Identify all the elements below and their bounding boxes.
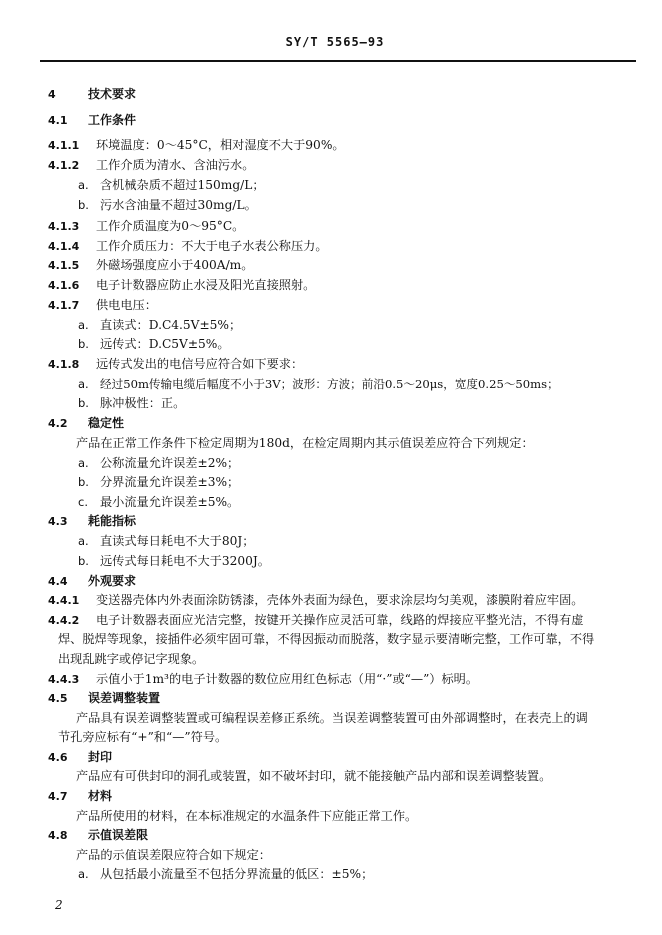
clause-4-4-2-cont-1: 焊、脱焊等现象，接插件必须牢固可靠，不得因振动而脱落，数字显示要清晰完整，工作可靠，不得: [58, 632, 595, 646]
section-4-4-heading: 4.4 外观要求: [48, 574, 137, 588]
clause-4-1-7-b: b. 远传式：D.C5V±5%。: [78, 337, 230, 351]
section-4-heading: 4 技术要求: [48, 87, 137, 101]
section-4-8-heading: 4.8 示值误差限: [48, 828, 149, 842]
clause-4-1-3: 4.1.3 工作介质温度为0～95°C。: [48, 219, 245, 233]
clause-4-1-6: 4.1.6 电子计数器应防止水浸及阳光直接照射。: [48, 278, 316, 292]
clause-4-1-7-a: a. 直读式：D.C4.5V±5%；: [78, 318, 242, 332]
section-4-5-paragraph: 产品具有误差调整装置或可编程误差修正系统。当误差调整装置可由外部调整时，在表壳上的调: [76, 711, 588, 725]
clause-4-4-3: 4.4.3 示值小于1m³的电子计数器的数位应用红色标志（用“·”或“—”）标明。: [48, 672, 479, 686]
clause-4-3-a: a. 直读式每日耗电不大于80J；: [78, 534, 255, 548]
clause-4-1-8: 4.1.8 远传式发出的电信号应符合如下要求：: [48, 357, 304, 371]
clause-4-2-b: b. 分界流量允许误差±3%；: [78, 475, 240, 489]
section-4-3-heading: 4.3 耗能指标: [48, 514, 137, 528]
clause-4-1-2: 4.1.2 工作介质为清水、含油污水。: [48, 158, 255, 172]
clause-4-1-2-b: b. 污水含油量不超过30mg/L。: [78, 198, 257, 212]
section-4-1-heading: 4.1 工作条件: [48, 113, 137, 127]
clause-4-1-7: 4.1.7 供电电压：: [48, 298, 157, 312]
clause-4-4-1: 4.4.1 变送器壳体内外表面涂防锈漆，壳体外表面为绿色，要求涂层均匀美观，漆膜附着应牢固。: [48, 593, 584, 607]
clause-4-1-8-b: b. 脉冲极性：正。: [78, 396, 186, 410]
document-header: SY/T 5565—93: [285, 35, 385, 49]
section-4-2-paragraph: 产品在正常工作条件下检定周期为180d，在检定周期内其示值误差应符合下列规定：: [76, 436, 534, 450]
section-4-6-paragraph: 产品应有可供封印的洞孔或装置，如不破坏封印，就不能接触产品内部和误差调整装置。: [76, 769, 552, 783]
clause-4-1-8-a: a. 经过50m传输电缆后幅度不小于3V；波形：方波；前沿0.5～20μs，宽度0.25～50ms；: [78, 377, 559, 391]
clause-4-1-1: 4.1.1 环境温度：0～45°C，相对湿度不大于90%。: [48, 138, 345, 152]
header-rule: [40, 60, 636, 62]
section-4-5-heading: 4.5 误差调整装置: [48, 691, 161, 705]
section-4-7-heading: 4.7 材料: [48, 789, 113, 803]
section-4-7-paragraph: 产品所使用的材料，在本标准规定的水温条件下应能正常工作。: [76, 809, 418, 823]
clause-4-2-c: c. 最小流量允许误差±5%。: [78, 495, 240, 509]
clause-4-4-2: 4.4.2 电子计数器表面应光洁完整，按键开关操作应灵活可靠，线路的焊接应平整光洁，不得有虚: [48, 613, 584, 627]
section-4-5-paragraph-cont: 节孔旁应标有“+”和“—”符号。: [58, 730, 228, 744]
clause-4-4-2-cont-2: 出现乱跳字或停记字现象。: [58, 652, 205, 666]
page-number: 2: [55, 898, 63, 912]
clause-4-3-b: b. 远传式每日耗电不大于3200J。: [78, 554, 270, 568]
clause-4-1-2-a: a. 含机械杂质不超过150mg/L；: [78, 178, 265, 192]
section-4-8-paragraph: 产品的示值误差限应符合如下规定：: [76, 848, 271, 862]
section-4-2-heading: 4.2 稳定性: [48, 416, 125, 430]
clause-4-8-a: a. 从包括最小流量至不包括分界流量的低区：±5%；: [78, 867, 374, 881]
clause-4-1-5: 4.1.5 外磁场强度应小于400A/m。: [48, 258, 254, 272]
section-4-6-heading: 4.6 封印: [48, 750, 113, 764]
clause-4-2-a: a. 公称流量允许误差±2%；: [78, 456, 240, 470]
clause-4-1-4: 4.1.4 工作介质压力：不大于电子水表公称压力。: [48, 239, 328, 253]
